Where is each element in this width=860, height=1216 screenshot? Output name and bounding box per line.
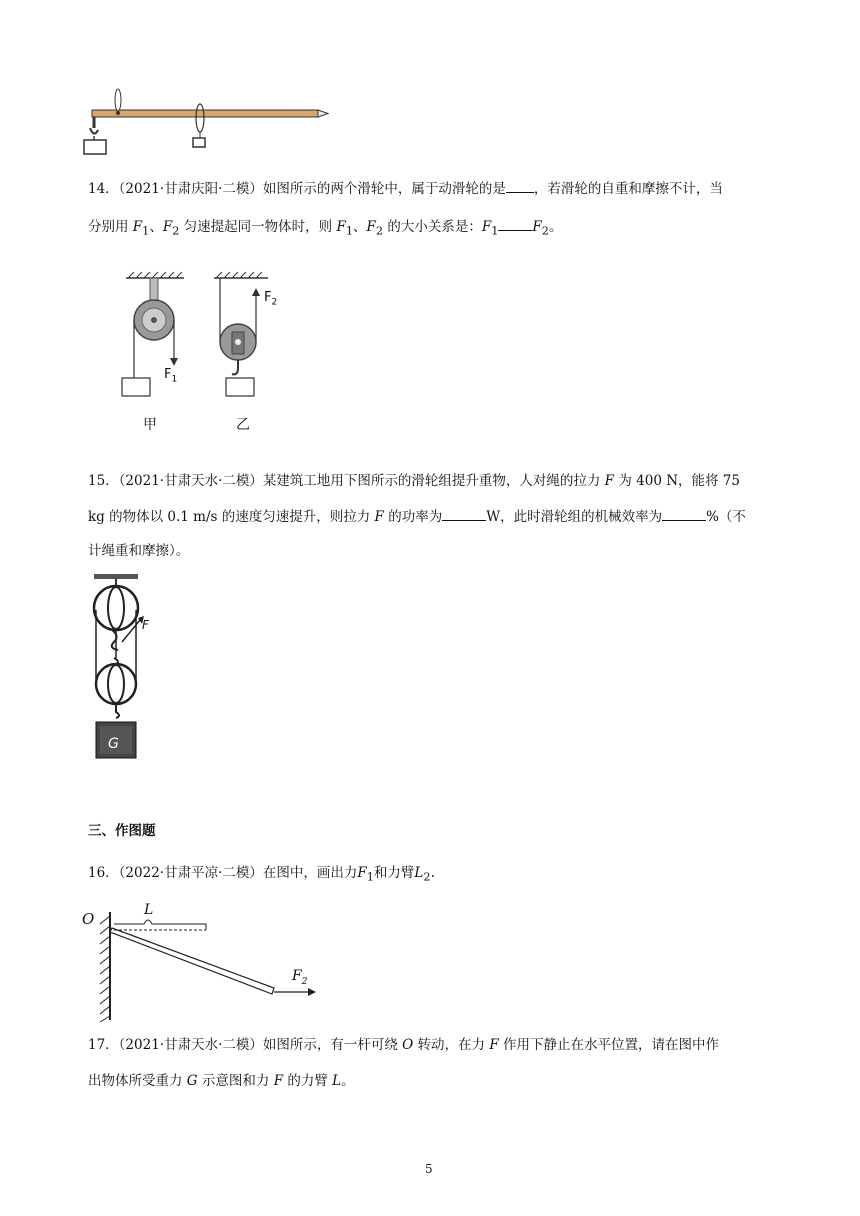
q14-line-2 bbox=[88, 216, 562, 243]
q14-text: 匀速提起同一物体时，则 bbox=[179, 219, 337, 235]
page-number: 5 bbox=[425, 1162, 433, 1176]
q16-line bbox=[88, 862, 435, 889]
symbol-O: O bbox=[402, 1037, 414, 1053]
symbol-F1: F bbox=[336, 219, 346, 235]
label-text: F bbox=[264, 290, 272, 305]
force-label-F1 bbox=[164, 367, 177, 385]
q15-text: %（不 bbox=[706, 509, 746, 525]
label-text: F bbox=[164, 367, 172, 382]
arm-label-L: L bbox=[144, 902, 154, 918]
figure-label-yi: 乙 bbox=[236, 417, 250, 433]
q17-text: 示意图和力 bbox=[201, 1073, 270, 1089]
q17-text: 的力臂 bbox=[287, 1073, 328, 1089]
q14-text: 14．（2021·甘肃庆阳·二模）如图所示的两个滑轮中，属于动滑轮的是 bbox=[88, 181, 506, 197]
symbol-F2: F bbox=[532, 219, 542, 235]
q14-text: ，若滑轮的自重和摩擦不计，当 bbox=[533, 181, 723, 197]
subscript: 2 bbox=[271, 297, 278, 308]
pivot-label-O: O bbox=[82, 910, 95, 928]
force-label-F2 bbox=[264, 290, 277, 308]
symbol-G: G bbox=[186, 1073, 198, 1089]
q15-text: kg 的物体以 0.1 m/s 的速度匀速提升，则拉力 bbox=[88, 509, 371, 525]
q17-line-2 bbox=[88, 1070, 355, 1092]
q17-text: 作用下静止在水平位置，请在图中作 bbox=[503, 1037, 720, 1053]
pulley-block-figure bbox=[88, 572, 168, 762]
subscript: 2 bbox=[172, 224, 180, 238]
subscript: 1 bbox=[345, 224, 354, 238]
answer-blank[interactable] bbox=[662, 506, 706, 521]
q15-text: 计绳重和摩擦）。 bbox=[88, 543, 190, 559]
force-label-F2 bbox=[292, 968, 307, 987]
symbol-F2: F bbox=[162, 219, 173, 235]
section-title: 三、作图题 bbox=[88, 823, 156, 839]
q17-text: 。 bbox=[341, 1073, 355, 1089]
q16-text: . bbox=[430, 865, 435, 881]
subscript: 1 bbox=[171, 374, 178, 385]
lever-figure bbox=[88, 900, 328, 1024]
symbol-F: F bbox=[604, 473, 615, 489]
steelyard-figure bbox=[80, 88, 330, 160]
figure-label-jia: 甲 bbox=[143, 417, 157, 433]
symbol-F1: F bbox=[357, 865, 367, 881]
force-label-F: F bbox=[142, 618, 149, 632]
q14-text: 分别用 bbox=[88, 219, 133, 235]
q16-text: 16．（2022·甘肃平凉·二模）在图中，画出力 bbox=[88, 865, 358, 881]
subscript: 1 bbox=[491, 224, 499, 238]
separator: 、 bbox=[353, 219, 367, 235]
subscript: 2 bbox=[423, 870, 431, 884]
subscript: 2 bbox=[541, 224, 549, 238]
symbol-F1: F bbox=[481, 219, 492, 235]
separator: 、 bbox=[149, 219, 163, 235]
q15-text: 的功率为 bbox=[388, 509, 443, 525]
q15-text: W，此时滑轮组的机械效率为 bbox=[486, 509, 663, 525]
label-text: F bbox=[292, 968, 302, 984]
subscript: 1 bbox=[142, 224, 150, 238]
answer-blank[interactable] bbox=[442, 506, 486, 521]
q17-line-1 bbox=[88, 1034, 719, 1056]
q15-line-1 bbox=[88, 470, 740, 492]
q15-line-2 bbox=[88, 506, 746, 528]
q17-text: 出物体所受重力 bbox=[88, 1073, 183, 1089]
q14-line-1 bbox=[88, 178, 723, 200]
pulley-figure-jia bbox=[118, 272, 198, 402]
symbol-F1: F bbox=[132, 219, 143, 235]
symbol-F: F bbox=[374, 509, 384, 525]
answer-blank[interactable] bbox=[506, 178, 534, 193]
q15-text: 为 400 N，能将 75 bbox=[618, 473, 740, 489]
q17-text: 转动，在力 bbox=[417, 1037, 486, 1053]
q17-text: 17．（2021·甘肃天水·二模）如图所示，有一杆可绕 bbox=[88, 1037, 398, 1053]
symbol-L2: L bbox=[414, 865, 424, 881]
weight-label-G: G bbox=[108, 736, 119, 752]
subscript: 2 bbox=[301, 976, 308, 987]
q14-text: 。 bbox=[548, 219, 563, 235]
symbol-F: F bbox=[273, 1073, 284, 1089]
q14-text: 的大小关系是： bbox=[383, 219, 482, 235]
q15-text: 15．（2021·甘肃天水·二模）某建筑工地用下图所示的滑轮组提升重物，人对绳的拉力 bbox=[88, 473, 601, 489]
q16-text: 和力臂 bbox=[373, 865, 415, 881]
subscript: 2 bbox=[375, 224, 384, 238]
q15-line-3 bbox=[88, 540, 189, 562]
answer-blank[interactable] bbox=[498, 216, 532, 231]
symbol-L: L bbox=[332, 1073, 342, 1089]
subscript: 1 bbox=[366, 870, 374, 884]
symbol-F: F bbox=[489, 1037, 499, 1053]
symbol-F2: F bbox=[366, 219, 376, 235]
